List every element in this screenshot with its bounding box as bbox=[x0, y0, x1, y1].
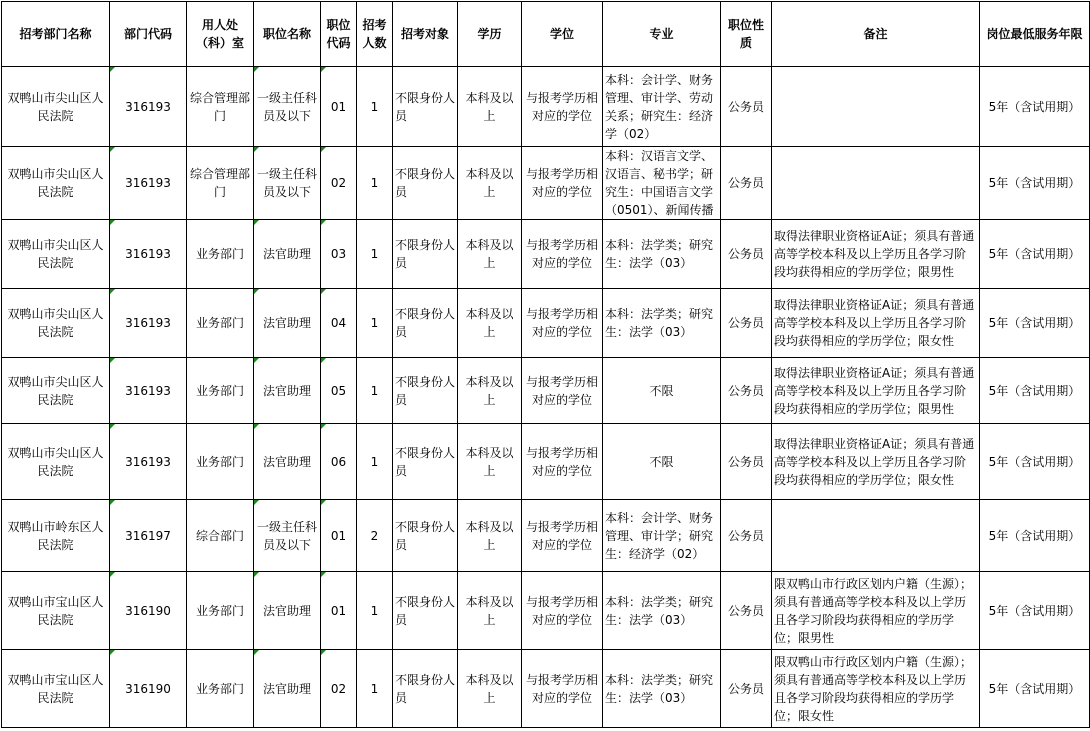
cell-dept-code: 316197 bbox=[110, 500, 187, 572]
cell-dept-name: 双鸭山市宝山区人民法院 bbox=[2, 650, 110, 728]
cell-major: 本科：法学类；研究生：法学（03） bbox=[603, 572, 721, 650]
header-dept-name: 招考部门名称 bbox=[2, 2, 110, 67]
cell-position-code: 02 bbox=[321, 147, 357, 220]
cell-office: 综合管理部门 bbox=[187, 67, 254, 147]
header-service-years: 岗位最低服务年限 bbox=[980, 2, 1090, 67]
cell-major: 本科：会计学、财务管理、审计学；研究生：经济学（02） bbox=[603, 500, 721, 572]
cell-position-name: 一级主任科员及以下 bbox=[254, 500, 321, 572]
cell-remarks bbox=[772, 500, 980, 572]
cell-dept-name: 双鸭山市宝山区人民法院 bbox=[2, 572, 110, 650]
cell-position-type: 公务员 bbox=[721, 289, 772, 358]
cell-target: 不限身份人员 bbox=[393, 67, 458, 147]
cell-major: 本科：法学类；研究生：法学（03） bbox=[603, 289, 721, 358]
cell-position-name: 法官助理 bbox=[254, 424, 321, 500]
cell-recruit-count: 1 bbox=[357, 67, 393, 147]
cell-target: 不限身份人员 bbox=[393, 650, 458, 728]
cell-major: 不限 bbox=[603, 358, 721, 424]
cell-degree: 与报考学历相对应的学位 bbox=[522, 289, 603, 358]
cell-office: 业务部门 bbox=[187, 358, 254, 424]
cell-education: 本科及以上 bbox=[458, 500, 522, 572]
cell-service-years: 5年（含试用期） bbox=[980, 500, 1090, 572]
cell-office: 业务部门 bbox=[187, 572, 254, 650]
cell-education: 本科及以上 bbox=[458, 289, 522, 358]
cell-dept-name: 双鸭山市尖山区人民法院 bbox=[2, 358, 110, 424]
cell-position-code: 06 bbox=[321, 424, 357, 500]
cell-position-type: 公务员 bbox=[721, 358, 772, 424]
cell-remarks: 取得法律职业资格证A证；须具有普通高等学校本科及以上学历且各学习阶段均获得相应的学历学位；限女性 bbox=[772, 289, 980, 358]
cell-remarks bbox=[772, 147, 980, 220]
cell-education: 本科及以上 bbox=[458, 147, 522, 220]
cell-degree: 与报考学历相对应的学位 bbox=[522, 220, 603, 289]
cell-dept-code: 316190 bbox=[110, 572, 187, 650]
cell-position-code: 01 bbox=[321, 572, 357, 650]
cell-remarks: 取得法律职业资格证A证；须具有普通高等学校本科及以上学历且各学习阶段均获得相应的学历学位；限男性 bbox=[772, 358, 980, 424]
cell-office: 业务部门 bbox=[187, 289, 254, 358]
table-row bbox=[2, 572, 1090, 650]
cell-position-code: 01 bbox=[321, 500, 357, 572]
cell-major: 本科：法学类；研究生：法学（03） bbox=[603, 650, 721, 728]
cell-target: 不限身份人员 bbox=[393, 220, 458, 289]
table-row bbox=[2, 220, 1090, 289]
cell-remarks: 取得法律职业资格证A证；须具有普通高等学校本科及以上学历且各学习阶段均获得相应的学历学位；限女性 bbox=[772, 424, 980, 500]
cell-target: 不限身份人员 bbox=[393, 147, 458, 220]
cell-recruit-count: 1 bbox=[357, 220, 393, 289]
cell-recruit-count: 1 bbox=[357, 572, 393, 650]
cell-position-name: 一级主任科员及以下 bbox=[254, 147, 321, 220]
cell-remarks bbox=[772, 67, 980, 147]
header-position-code: 职位代码 bbox=[321, 2, 357, 67]
header-position-type: 职位性质 bbox=[721, 2, 772, 67]
header-recruit-count: 招考人数 bbox=[357, 2, 393, 67]
cell-degree: 与报考学历相对应的学位 bbox=[522, 424, 603, 500]
table-row bbox=[2, 500, 1090, 572]
cell-position-code: 03 bbox=[321, 220, 357, 289]
cell-position-type: 公务员 bbox=[721, 572, 772, 650]
header-degree: 学位 bbox=[522, 2, 603, 67]
cell-service-years: 5年（含试用期） bbox=[980, 289, 1090, 358]
cell-remarks: 限双鸭山市行政区划内户籍（生源）；须具有普通高等学校本科及以上学历且各学习阶段均获得相应的学历学位；限男性 bbox=[772, 572, 980, 650]
cell-education: 本科及以上 bbox=[458, 650, 522, 728]
table-row bbox=[2, 358, 1090, 424]
cell-education: 本科及以上 bbox=[458, 424, 522, 500]
header-major: 专业 bbox=[603, 2, 721, 67]
table-row bbox=[2, 147, 1090, 220]
cell-target: 不限身份人员 bbox=[393, 289, 458, 358]
header-office: 用人处（科）室 bbox=[187, 2, 254, 67]
cell-remarks: 取得法律职业资格证A证；须具有普通高等学校本科及以上学历且各学习阶段均获得相应的学历学位；限男性 bbox=[772, 220, 980, 289]
table-row bbox=[2, 289, 1090, 358]
cell-position-name: 法官助理 bbox=[254, 289, 321, 358]
cell-service-years: 5年（含试用期） bbox=[980, 67, 1090, 147]
cell-office: 综合部门 bbox=[187, 500, 254, 572]
cell-position-type: 公务员 bbox=[721, 500, 772, 572]
cell-position-code: 01 bbox=[321, 67, 357, 147]
cell-position-name: 一级主任科员及以下 bbox=[254, 67, 321, 147]
cell-recruit-count: 1 bbox=[357, 147, 393, 220]
cell-dept-name: 双鸭山市尖山区人民法院 bbox=[2, 220, 110, 289]
table-row bbox=[2, 67, 1090, 147]
cell-major: 不限 bbox=[603, 424, 721, 500]
cell-dept-name: 双鸭山市尖山区人民法院 bbox=[2, 67, 110, 147]
cell-dept-code: 316190 bbox=[110, 650, 187, 728]
cell-service-years: 5年（含试用期） bbox=[980, 147, 1090, 220]
cell-recruit-count: 1 bbox=[357, 358, 393, 424]
header-row bbox=[2, 2, 1090, 67]
cell-service-years: 5年（含试用期） bbox=[980, 220, 1090, 289]
cell-dept-name: 双鸭山市尖山区人民法院 bbox=[2, 289, 110, 358]
cell-education: 本科及以上 bbox=[458, 220, 522, 289]
cell-service-years: 5年（含试用期） bbox=[980, 424, 1090, 500]
cell-target: 不限身份人员 bbox=[393, 358, 458, 424]
recruitment-table bbox=[1, 1, 1090, 728]
cell-service-years: 5年（含试用期） bbox=[980, 650, 1090, 728]
cell-service-years: 5年（含试用期） bbox=[980, 572, 1090, 650]
cell-recruit-count: 1 bbox=[357, 289, 393, 358]
cell-position-type: 公务员 bbox=[721, 147, 772, 220]
table-row bbox=[2, 650, 1090, 728]
header-position-name: 职位名称 bbox=[254, 2, 321, 67]
cell-dept-code: 316193 bbox=[110, 289, 187, 358]
cell-position-name: 法官助理 bbox=[254, 358, 321, 424]
cell-position-code: 02 bbox=[321, 650, 357, 728]
cell-education: 本科及以上 bbox=[458, 358, 522, 424]
cell-dept-code: 316193 bbox=[110, 358, 187, 424]
cell-degree: 与报考学历相对应的学位 bbox=[522, 572, 603, 650]
cell-office: 业务部门 bbox=[187, 424, 254, 500]
cell-dept-code: 316193 bbox=[110, 147, 187, 220]
cell-office: 业务部门 bbox=[187, 220, 254, 289]
table-row bbox=[2, 424, 1090, 500]
header-remarks: 备注 bbox=[772, 2, 980, 67]
cell-major: 本科：会计学、财务管理、审计学、劳动关系；研究生：经济学（02） bbox=[603, 67, 721, 147]
cell-degree: 与报考学历相对应的学位 bbox=[522, 147, 603, 220]
cell-target: 不限身份人员 bbox=[393, 500, 458, 572]
cell-office: 业务部门 bbox=[187, 650, 254, 728]
cell-dept-code: 316193 bbox=[110, 424, 187, 500]
cell-recruit-count: 2 bbox=[357, 500, 393, 572]
cell-degree: 与报考学历相对应的学位 bbox=[522, 500, 603, 572]
cell-dept-name: 双鸭山市尖山区人民法院 bbox=[2, 147, 110, 220]
cell-service-years: 5年（含试用期） bbox=[980, 358, 1090, 424]
cell-dept-code: 316193 bbox=[110, 67, 187, 147]
cell-degree: 与报考学历相对应的学位 bbox=[522, 67, 603, 147]
cell-position-code: 05 bbox=[321, 358, 357, 424]
cell-major: 本科：法学类；研究生：法学（03） bbox=[603, 220, 721, 289]
header-target: 招考对象 bbox=[393, 2, 458, 67]
cell-position-name: 法官助理 bbox=[254, 650, 321, 728]
cell-education: 本科及以上 bbox=[458, 67, 522, 147]
cell-target: 不限身份人员 bbox=[393, 572, 458, 650]
header-education: 学历 bbox=[458, 2, 522, 67]
cell-dept-code: 316193 bbox=[110, 220, 187, 289]
cell-position-name: 法官助理 bbox=[254, 572, 321, 650]
cell-recruit-count: 1 bbox=[357, 424, 393, 500]
cell-position-type: 公务员 bbox=[721, 424, 772, 500]
cell-position-type: 公务员 bbox=[721, 67, 772, 147]
cell-office: 综合管理部门 bbox=[187, 147, 254, 220]
cell-position-code: 04 bbox=[321, 289, 357, 358]
cell-position-name: 法官助理 bbox=[254, 220, 321, 289]
cell-position-type: 公务员 bbox=[721, 220, 772, 289]
cell-education: 本科及以上 bbox=[458, 572, 522, 650]
cell-target: 不限身份人员 bbox=[393, 424, 458, 500]
cell-major: 本科：汉语言文学、汉语言、秘书学；研究生：中国语言文学（0501）、新闻传播 bbox=[603, 147, 721, 220]
cell-dept-name: 双鸭山市岭东区人民法院 bbox=[2, 500, 110, 572]
cell-position-type: 公务员 bbox=[721, 650, 772, 728]
cell-dept-name: 双鸭山市尖山区人民法院 bbox=[2, 424, 110, 500]
cell-degree: 与报考学历相对应的学位 bbox=[522, 650, 603, 728]
cell-degree: 与报考学历相对应的学位 bbox=[522, 358, 603, 424]
cell-recruit-count: 1 bbox=[357, 650, 393, 728]
cell-remarks: 限双鸭山市行政区划内户籍（生源）；须具有普通高等学校本科及以上学历且各学习阶段均获得相应的学历学位；限女性 bbox=[772, 650, 980, 728]
header-dept-code: 部门代码 bbox=[110, 2, 187, 67]
